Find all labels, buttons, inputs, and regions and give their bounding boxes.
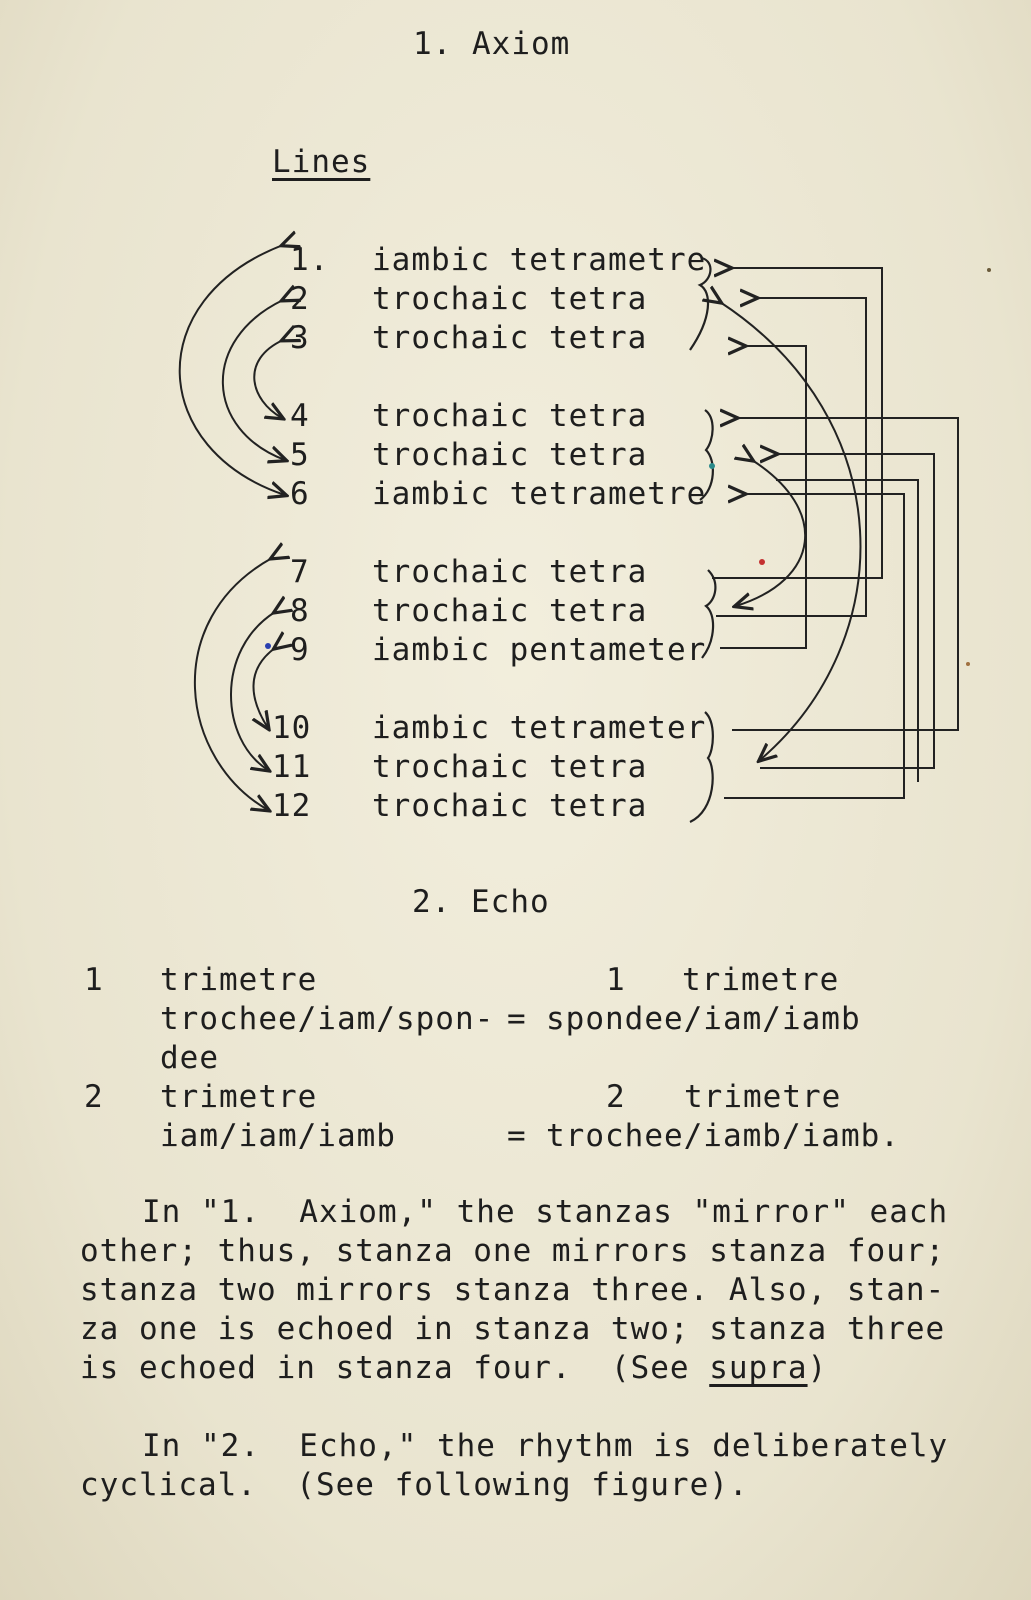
echo-equals: =	[507, 1001, 527, 1037]
paragraph-1-line: other; thus, stanza one mirrors stanza four;	[80, 1233, 946, 1269]
paragraph-2-line: In "2. Echo," the rhythm is deliberately	[142, 1428, 949, 1464]
echo-right-feet: spondee/iam/iamb	[546, 1001, 861, 1037]
paragraph-1-line: stanza two mirrors stanza three. Also, stan-	[80, 1272, 946, 1308]
echo-row-num: 1	[606, 962, 626, 998]
line-number: 12	[272, 788, 312, 824]
echo-title: 2. Echo	[412, 884, 550, 920]
echo-right-feet: trochee/iamb/iamb.	[546, 1118, 900, 1154]
echo-left-meter: trimetre	[160, 1079, 318, 1115]
line-number: 6	[290, 476, 310, 512]
line-meter: trochaic tetra	[372, 320, 648, 356]
line-number: 11	[272, 749, 312, 785]
line-meter: iambic tetrameter	[372, 710, 707, 746]
line-number: 5	[290, 437, 310, 473]
echo-row-num: 2	[606, 1079, 626, 1115]
line-number: 2	[290, 281, 310, 317]
line-number: 10	[272, 710, 312, 746]
line-meter: iambic tetrametre	[372, 242, 707, 278]
lines-heading: Lines	[272, 144, 371, 180]
line-meter: trochaic tetra	[372, 554, 648, 590]
echo-row-num: 1	[84, 962, 104, 998]
echo-right-meter: trimetre	[682, 962, 840, 998]
paragraph-1-text: is echoed in stanza four. (See	[80, 1350, 710, 1386]
axiom-title: 1. Axiom	[413, 26, 571, 62]
echo-left-feet: trochee/iam/spon-	[160, 1001, 495, 1037]
arc-9-10	[253, 648, 275, 728]
echo-right-meter: trimetre	[684, 1079, 842, 1115]
line-number: 8	[290, 593, 310, 629]
paragraph-1-last-line	[80, 1350, 827, 1386]
line-meter: trochaic tetra	[372, 281, 648, 317]
arc-1-6	[180, 245, 285, 495]
line-meter: iambic tetrametre	[372, 476, 707, 512]
echo-left-feet: iam/iam/iamb	[160, 1118, 396, 1154]
paragraph-1-close-paren: )	[807, 1350, 828, 1386]
line-meter: iambic pentameter	[372, 632, 707, 668]
line-meter: trochaic tetra	[372, 593, 648, 629]
echo-left-meter: trimetre	[160, 962, 318, 998]
arc-3-4	[254, 340, 283, 418]
line-meter: trochaic tetra	[372, 788, 648, 824]
echo-equals: =	[507, 1118, 527, 1154]
paragraph-1-line: za one is echoed in stanza two; stanza three	[80, 1311, 946, 1347]
paragraph-2-line: cyclical. (See following figure).	[80, 1467, 749, 1503]
line-number: 1.	[290, 242, 330, 278]
echo-row-num: 2	[84, 1079, 104, 1115]
paragraph-1-line: In "1. Axiom," the stanzas "mirror" each	[142, 1194, 949, 1230]
supra-reference: supra	[709, 1350, 808, 1386]
line-meter: trochaic tetra	[372, 398, 648, 434]
line-number: 4	[290, 398, 310, 434]
line-number: 3	[290, 320, 310, 356]
line-number: 7	[290, 554, 310, 590]
echo-left-feet-cont: dee	[160, 1040, 219, 1076]
arc-7-12	[195, 558, 272, 810]
line-meter: trochaic tetra	[372, 437, 648, 473]
line-number: 9	[290, 632, 310, 668]
line-meter: trochaic tetra	[372, 749, 648, 785]
